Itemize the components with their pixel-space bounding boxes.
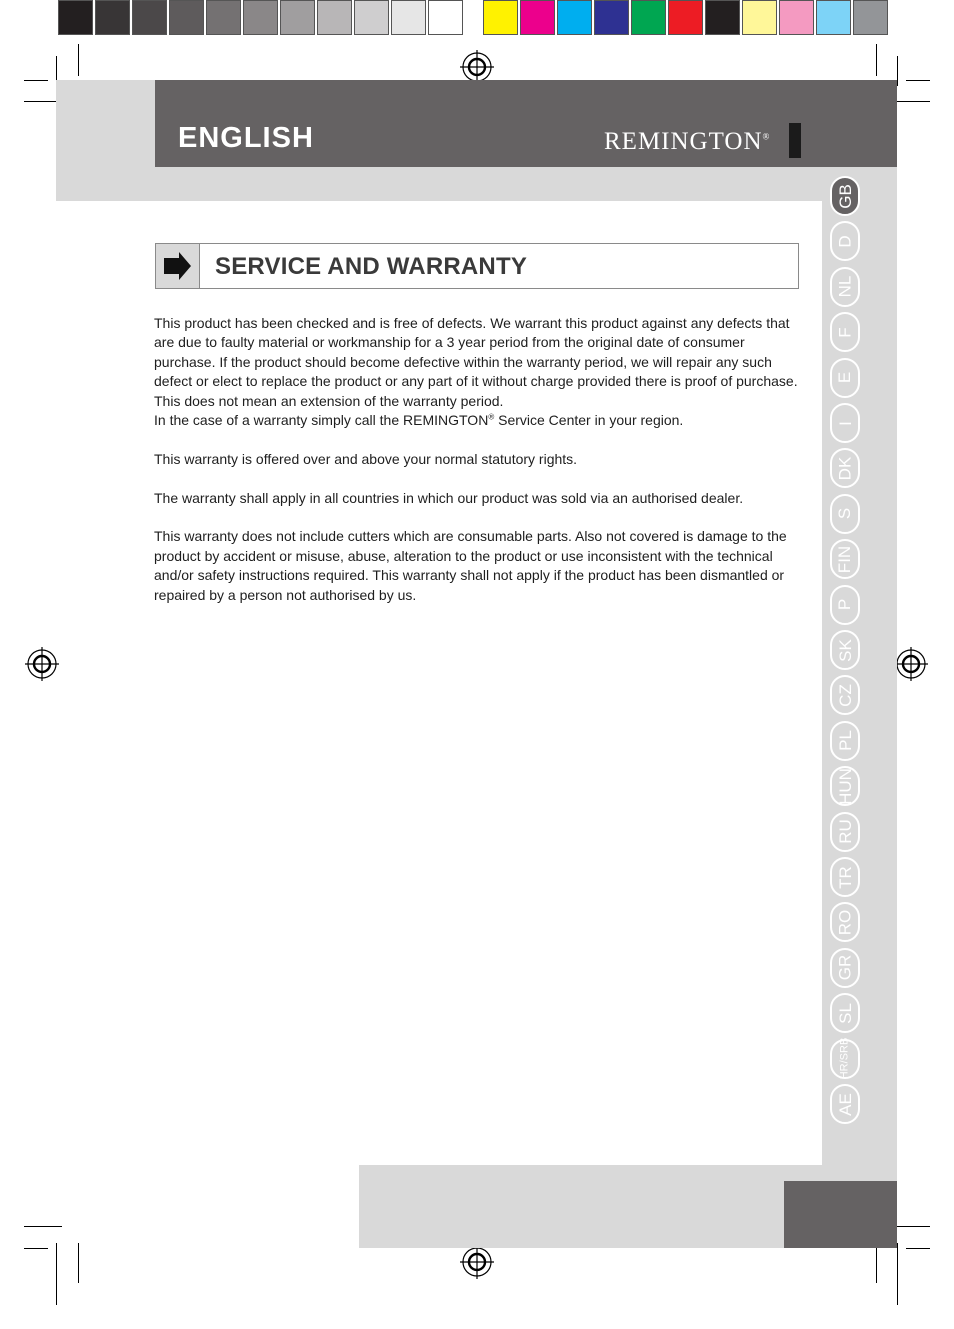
language-tab-ae[interactable]	[830, 1084, 860, 1124]
color-swatch	[317, 0, 352, 35]
language-tab-sl[interactable]	[830, 993, 860, 1033]
color-swatch	[668, 0, 703, 35]
brand-bar	[789, 123, 801, 158]
crop-mark	[24, 1248, 48, 1249]
registration-mark-icon	[460, 50, 494, 84]
language-tab-label: TR	[835, 865, 855, 889]
language-tab-e[interactable]	[830, 358, 860, 398]
color-swatch	[779, 0, 814, 35]
color-swatch	[816, 0, 851, 35]
color-swatch	[557, 0, 592, 35]
color-swatch	[520, 0, 555, 35]
statutory-rights-paragraph: This warranty is offered over and above your normal statutory rights.	[154, 450, 578, 467]
language-tab-cz[interactable]	[830, 675, 860, 715]
language-tab-nl[interactable]	[830, 267, 860, 307]
language-tab-label: RO	[835, 909, 855, 936]
language-tab-gr[interactable]	[830, 948, 860, 988]
language-tab-d[interactable]	[830, 221, 860, 261]
language-tab-hr-srb[interactable]	[830, 1039, 860, 1079]
warranty-paragraph: This product has been checked and is free of defects. We warrant this product against any defects that are due to faulty material or workmanship for a 3 year period from the original date of consumer purchase. If the product should become defective within the warranty period, we will repair any such defect or elect to replace the product or any part of it without charge provided there is proof of purchase. This does not mean an extension of the warranty period.	[154, 315, 798, 409]
language-tab-label: S	[835, 508, 855, 520]
registration-mark-icon	[25, 647, 59, 681]
language-tab-label: I	[835, 420, 855, 426]
crop-mark	[876, 1243, 877, 1283]
language-tab-fin[interactable]	[830, 539, 860, 579]
language-tab-label: AE	[835, 1092, 855, 1116]
language-tab-sk[interactable]	[830, 630, 860, 670]
color-swatch	[280, 0, 315, 35]
language-tab-f[interactable]	[830, 312, 860, 352]
crop-mark	[24, 1226, 62, 1227]
color-swatch	[243, 0, 278, 35]
color-swatch	[428, 0, 463, 35]
grey-calibration-bar	[58, 0, 465, 38]
section-heading	[155, 243, 799, 289]
brand-logo	[604, 128, 770, 156]
language-tab-label: E	[835, 371, 855, 384]
language-tab-label: HR/SRB	[838, 1037, 851, 1080]
language-tab-dk[interactable]	[830, 448, 860, 488]
crop-mark	[897, 1243, 898, 1305]
crop-mark	[78, 44, 79, 76]
language-tab-hun[interactable]	[830, 766, 860, 806]
color-swatch	[391, 0, 426, 35]
color-swatch	[594, 0, 629, 35]
crop-mark	[892, 101, 930, 102]
language-tab-label: D	[835, 235, 855, 248]
language-tab-p[interactable]	[830, 585, 860, 625]
countries-paragraph: The warranty shall apply in all countries in which our product was sold via an authorised dealer.	[154, 489, 744, 506]
language-tab-label: GB	[835, 183, 855, 209]
language-tab-label: SK	[835, 638, 855, 662]
color-swatch	[169, 0, 204, 35]
crop-mark	[892, 1226, 930, 1227]
language-tab-label: HUN	[835, 767, 855, 805]
service-text: In the case of a warranty simply call the REMINGTON	[154, 412, 489, 429]
registration-mark-icon	[460, 1245, 494, 1279]
language-tab-label: GR	[835, 955, 855, 981]
crop-mark	[906, 1248, 930, 1249]
exclusions-paragraph: This warranty does not include cutters which are consumable parts. Also not covered is damage to the product by accident or misuse, abuse, alteration to the product or use inconsistent with the technical and/or safety instructions required. This warranty shall not apply if the product has been dismantled or repaired by a person not authorised by us.	[154, 528, 787, 603]
registered-mark: ®	[488, 412, 495, 422]
color-swatch	[853, 0, 888, 35]
color-swatch	[483, 0, 518, 35]
arrow-right-icon	[156, 244, 199, 288]
color-swatch	[132, 0, 167, 35]
crop-mark	[24, 80, 48, 81]
service-center-paragraph	[154, 411, 799, 430]
language-tab-label: PL	[835, 730, 855, 752]
language-tab-label: SL	[835, 1002, 855, 1024]
crop-mark	[897, 56, 898, 86]
color-swatch	[95, 0, 130, 35]
language-tab-tr[interactable]	[830, 857, 860, 897]
language-tab-label: CZ	[835, 684, 855, 707]
color-swatch	[631, 0, 666, 35]
language-tab-label: RU	[835, 819, 855, 844]
language-tab-s[interactable]	[830, 494, 860, 534]
service-text-end: Service Center in your region.	[494, 412, 684, 429]
color-swatch	[354, 0, 389, 35]
brand-registered-mark: ®	[762, 131, 771, 142]
language-tab-label: P	[835, 598, 855, 611]
language-tab-i[interactable]	[830, 403, 860, 443]
crop-mark	[906, 80, 930, 81]
registration-mark-icon	[894, 647, 928, 681]
language-tab-label: FIN	[835, 545, 855, 573]
crop-mark	[56, 1243, 57, 1305]
language-tab-ro[interactable]	[830, 902, 860, 942]
language-tab-gb[interactable]	[830, 176, 860, 216]
color-swatch	[705, 0, 740, 35]
language-tab-ru[interactable]	[830, 812, 860, 852]
language-tab-label: NL	[835, 275, 855, 298]
language-tab-label: F	[835, 326, 855, 338]
section-title: SERVICE AND WARRANTY	[215, 253, 528, 280]
body-text	[154, 314, 799, 624]
color-swatch	[58, 0, 93, 35]
footer-page-block	[784, 1181, 897, 1248]
page-title: ENGLISH	[178, 122, 314, 154]
language-tab-label: DK	[835, 456, 855, 481]
language-tab-pl[interactable]	[830, 721, 860, 761]
color-swatch	[742, 0, 777, 35]
crop-mark	[78, 1243, 79, 1283]
color-swatch	[206, 0, 241, 35]
crop-mark	[876, 44, 877, 76]
arrow-box	[156, 244, 200, 288]
color-calibration-bar	[483, 0, 890, 38]
brand-name: REMINGTON	[604, 128, 763, 155]
